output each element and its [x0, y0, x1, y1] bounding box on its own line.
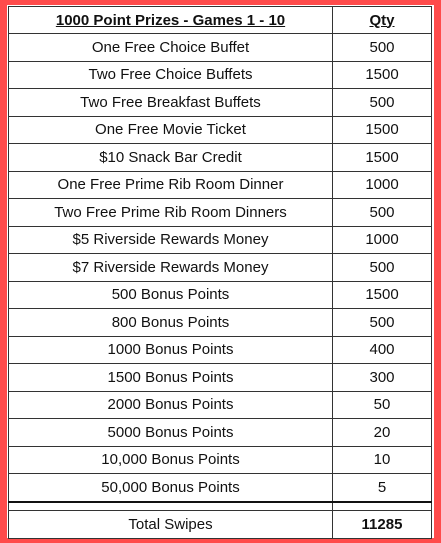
- table-row: [9, 199, 432, 227]
- spacer-cell: [9, 502, 333, 511]
- qty-cell: 20: [333, 419, 432, 447]
- prize-cell: 1000 Bonus Points: [9, 336, 333, 364]
- table-row: [9, 281, 432, 309]
- prize-cell: $5 Riverside Rewards Money: [9, 226, 333, 254]
- prize-column-header: 1000 Point Prizes - Games 1 - 10: [9, 7, 333, 34]
- table-row: [9, 309, 432, 337]
- table-row: [9, 89, 432, 117]
- prize-cell: One Free Movie Ticket: [9, 116, 333, 144]
- qty-cell: 1000: [333, 171, 432, 199]
- table-row: [9, 391, 432, 419]
- spacer-cell: [333, 502, 432, 511]
- prize-cell: Two Free Choice Buffets: [9, 61, 333, 89]
- table-row: [9, 171, 432, 199]
- table-row: [9, 254, 432, 282]
- qty-cell: 1500: [333, 144, 432, 172]
- prize-cell: 500 Bonus Points: [9, 281, 333, 309]
- qty-cell: 500: [333, 34, 432, 62]
- total-row: [9, 510, 432, 538]
- prize-cell: $7 Riverside Rewards Money: [9, 254, 333, 282]
- table-row: [9, 144, 432, 172]
- spacer-row: [9, 502, 432, 511]
- table-row: [9, 446, 432, 474]
- prize-cell: Two Free Breakfast Buffets: [9, 89, 333, 117]
- prize-cell: 2000 Bonus Points: [9, 391, 333, 419]
- qty-column-header: Qty: [333, 7, 432, 34]
- qty-cell: 500: [333, 254, 432, 282]
- qty-cell: 500: [333, 89, 432, 117]
- prize-table: [8, 6, 432, 539]
- qty-cell: 500: [333, 199, 432, 227]
- header-row: [9, 7, 432, 34]
- table-row: [9, 364, 432, 392]
- prize-cell: 10,000 Bonus Points: [9, 446, 333, 474]
- total-value: 11285: [333, 510, 432, 538]
- qty-cell: 10: [333, 446, 432, 474]
- qty-cell: 1500: [333, 61, 432, 89]
- qty-cell: 500: [333, 309, 432, 337]
- qty-cell: 400: [333, 336, 432, 364]
- qty-cell: 5: [333, 474, 432, 502]
- prize-cell: 5000 Bonus Points: [9, 419, 333, 447]
- qty-cell: 1500: [333, 116, 432, 144]
- table-row: [9, 474, 432, 502]
- table-row: [9, 419, 432, 447]
- prize-cell: 1500 Bonus Points: [9, 364, 333, 392]
- spreadsheet-sheet: [7, 5, 434, 538]
- prize-cell: 50,000 Bonus Points: [9, 474, 333, 502]
- table-row: [9, 336, 432, 364]
- qty-cell: 50: [333, 391, 432, 419]
- qty-cell: 1500: [333, 281, 432, 309]
- prize-cell: 800 Bonus Points: [9, 309, 333, 337]
- table-row: [9, 116, 432, 144]
- prize-cell: One Free Choice Buffet: [9, 34, 333, 62]
- qty-cell: 300: [333, 364, 432, 392]
- table-row: [9, 61, 432, 89]
- table-row: [9, 226, 432, 254]
- qty-cell: 1000: [333, 226, 432, 254]
- prize-cell: Two Free Prime Rib Room Dinners: [9, 199, 333, 227]
- table-row: [9, 34, 432, 62]
- prize-cell: One Free Prime Rib Room Dinner: [9, 171, 333, 199]
- total-label: Total Swipes: [9, 510, 333, 538]
- prize-cell: $10 Snack Bar Credit: [9, 144, 333, 172]
